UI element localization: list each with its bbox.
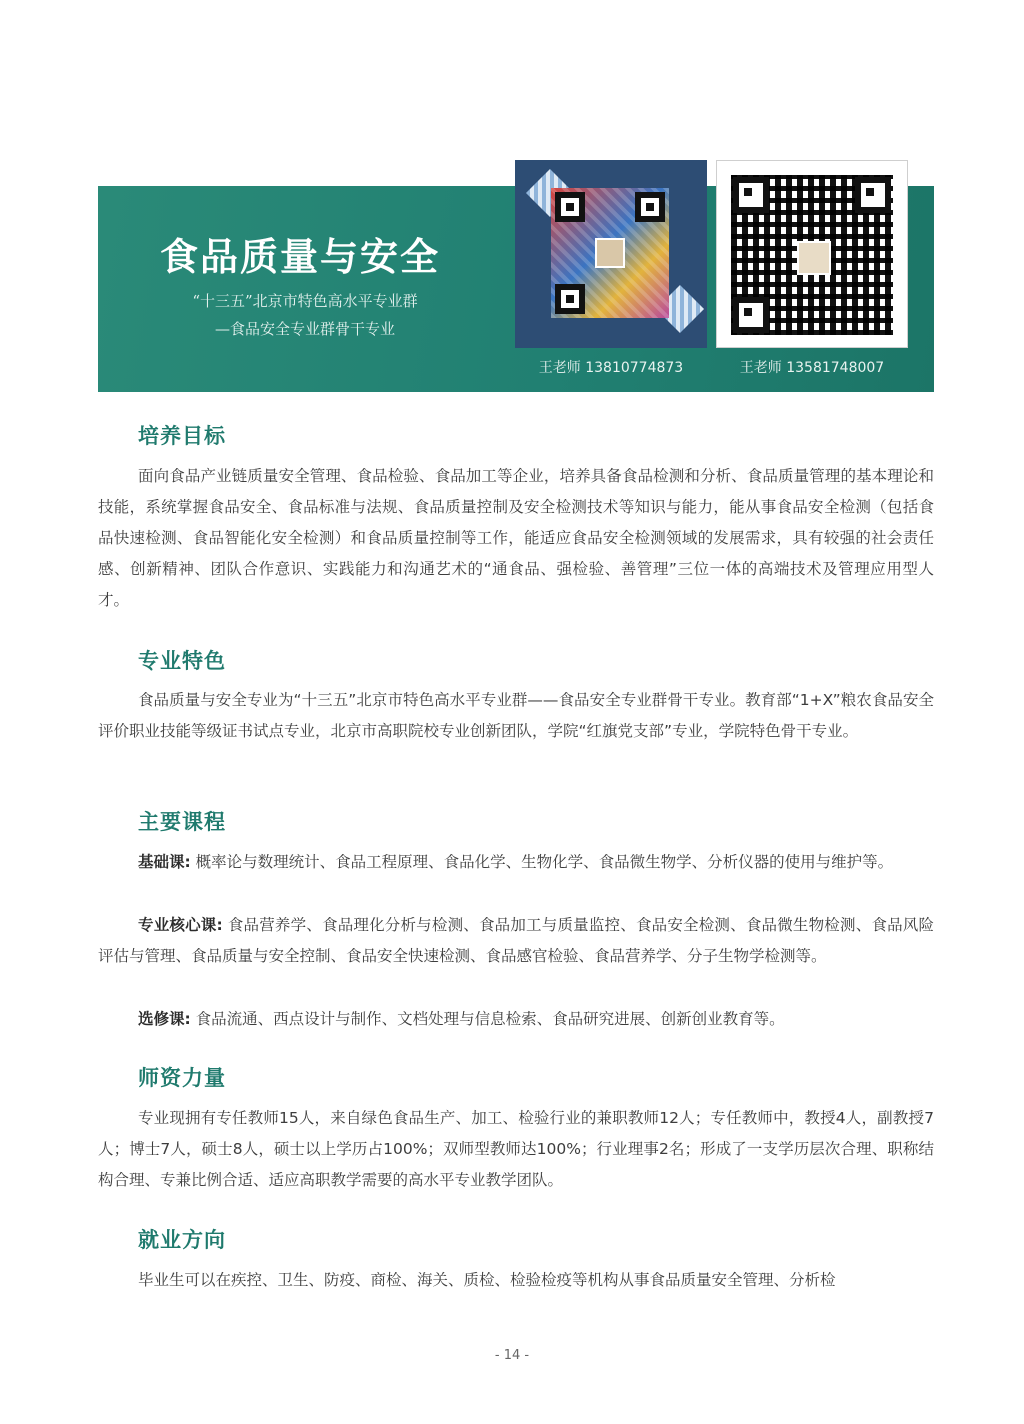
basic-label: 基础课: (138, 853, 191, 871)
contact-caption-1: 王老师 13810774873 (538, 360, 684, 376)
subtitle-line-2: —食品安全专业群骨干专业 (214, 320, 395, 338)
employment-text: 毕业生可以在疾控、卫生、防疫、商检、海关、质检、检验检疫等机构从事食品质量安全管理、分析检 (138, 1271, 836, 1289)
faculty-text: 专业现拥有专任教师15人，来自绿色食品生产、加工、检验行业的兼职教师12人；专任教师中，教授4人，副教授7人；博士7人，硕士8人，硕士以上学历占100%；双师型教师达100%；行业理事2名；形成了一支学历层次合理、职称结构合理、专兼比例合适、适应高职教学需要的高水平专业教学团队。 (98, 1109, 934, 1189)
elective-label: 选修课: (138, 1010, 191, 1028)
training-goal-text: 面向食品产业链质量安全管理、食品检验、食品加工等企业，培养具备食品检测和分析、食品质量管理的基本理论和技能，系统掌握食品安全、食品标准与法规、食品质量控制及安全检测技术等知识与能力，能从事食品安全检测（包括食品快速检测、食品智能化安全检测）和食品质量控制等工作，能适应食品安全检测领域的发展需求，具有较强的社会责任感、创新精神、团队合作意识、实践能力和沟通艺术的“通食品、强检验、善管理”三位一体的高端技术及管理应用型人才。 (98, 467, 934, 609)
qr-finder-icon (635, 192, 665, 222)
section-title-courses: 主要课程 (138, 809, 226, 834)
page-number: - 14 - (494, 1348, 530, 1363)
avatar (797, 241, 831, 275)
qr-pattern (551, 188, 669, 318)
contact-caption-2: 王老师 13581748007 (739, 360, 885, 376)
basic-text: 概率论与数理统计、食品工程原理、食品化学、生物化学、食品微生物学、分析仪器的使用与维护等。 (190, 853, 894, 871)
elective-text: 食品流通、西点设计与制作、文档处理与信息检索、食品研究进展、创新创业教育等。 (190, 1010, 785, 1028)
section-title-faculty: 师资力量 (138, 1065, 226, 1090)
qr-finder-icon (855, 177, 891, 213)
section-title-training-goal: 培养目标 (138, 423, 226, 448)
avatar (595, 238, 625, 268)
section-title-features: 专业特色 (138, 648, 226, 673)
section-title-employment: 就业方向 (138, 1227, 226, 1252)
qr-code-1[interactable] (515, 160, 707, 348)
qr-finder-icon (733, 297, 769, 333)
page-title: 食品质量与安全 (160, 234, 441, 279)
qr-finder-icon (555, 192, 585, 222)
subtitle-line-1: “十三五”北京市特色高水平专业群 (192, 292, 418, 310)
courses-elective (98, 1004, 934, 1035)
courses-core (98, 910, 934, 972)
qr-finder-icon (555, 284, 585, 314)
courses-basic (98, 847, 934, 878)
core-text: 食品营养学、食品理化分析与检测、食品加工与质量监控、食品安全检测、食品微生物检测、食品风险评估与管理、食品质量与安全控制、食品安全快速检测、食品感官检验、食品营养学、分子生物学检测等。 (98, 916, 934, 965)
qr-finder-icon (733, 177, 769, 213)
features-text: 食品质量与安全专业为“十三五”北京市特色高水平专业群——食品安全专业群骨干专业。教育部“1+X”粮农食品安全评价职业技能等级证书试点专业，北京市高职院校专业创新团队，学院“红旗党支部”专业，学院特色骨干专业。 (98, 691, 934, 740)
qr-pattern (731, 175, 893, 335)
qr-code-2[interactable] (716, 160, 908, 348)
core-label: 专业核心课: (138, 916, 223, 934)
